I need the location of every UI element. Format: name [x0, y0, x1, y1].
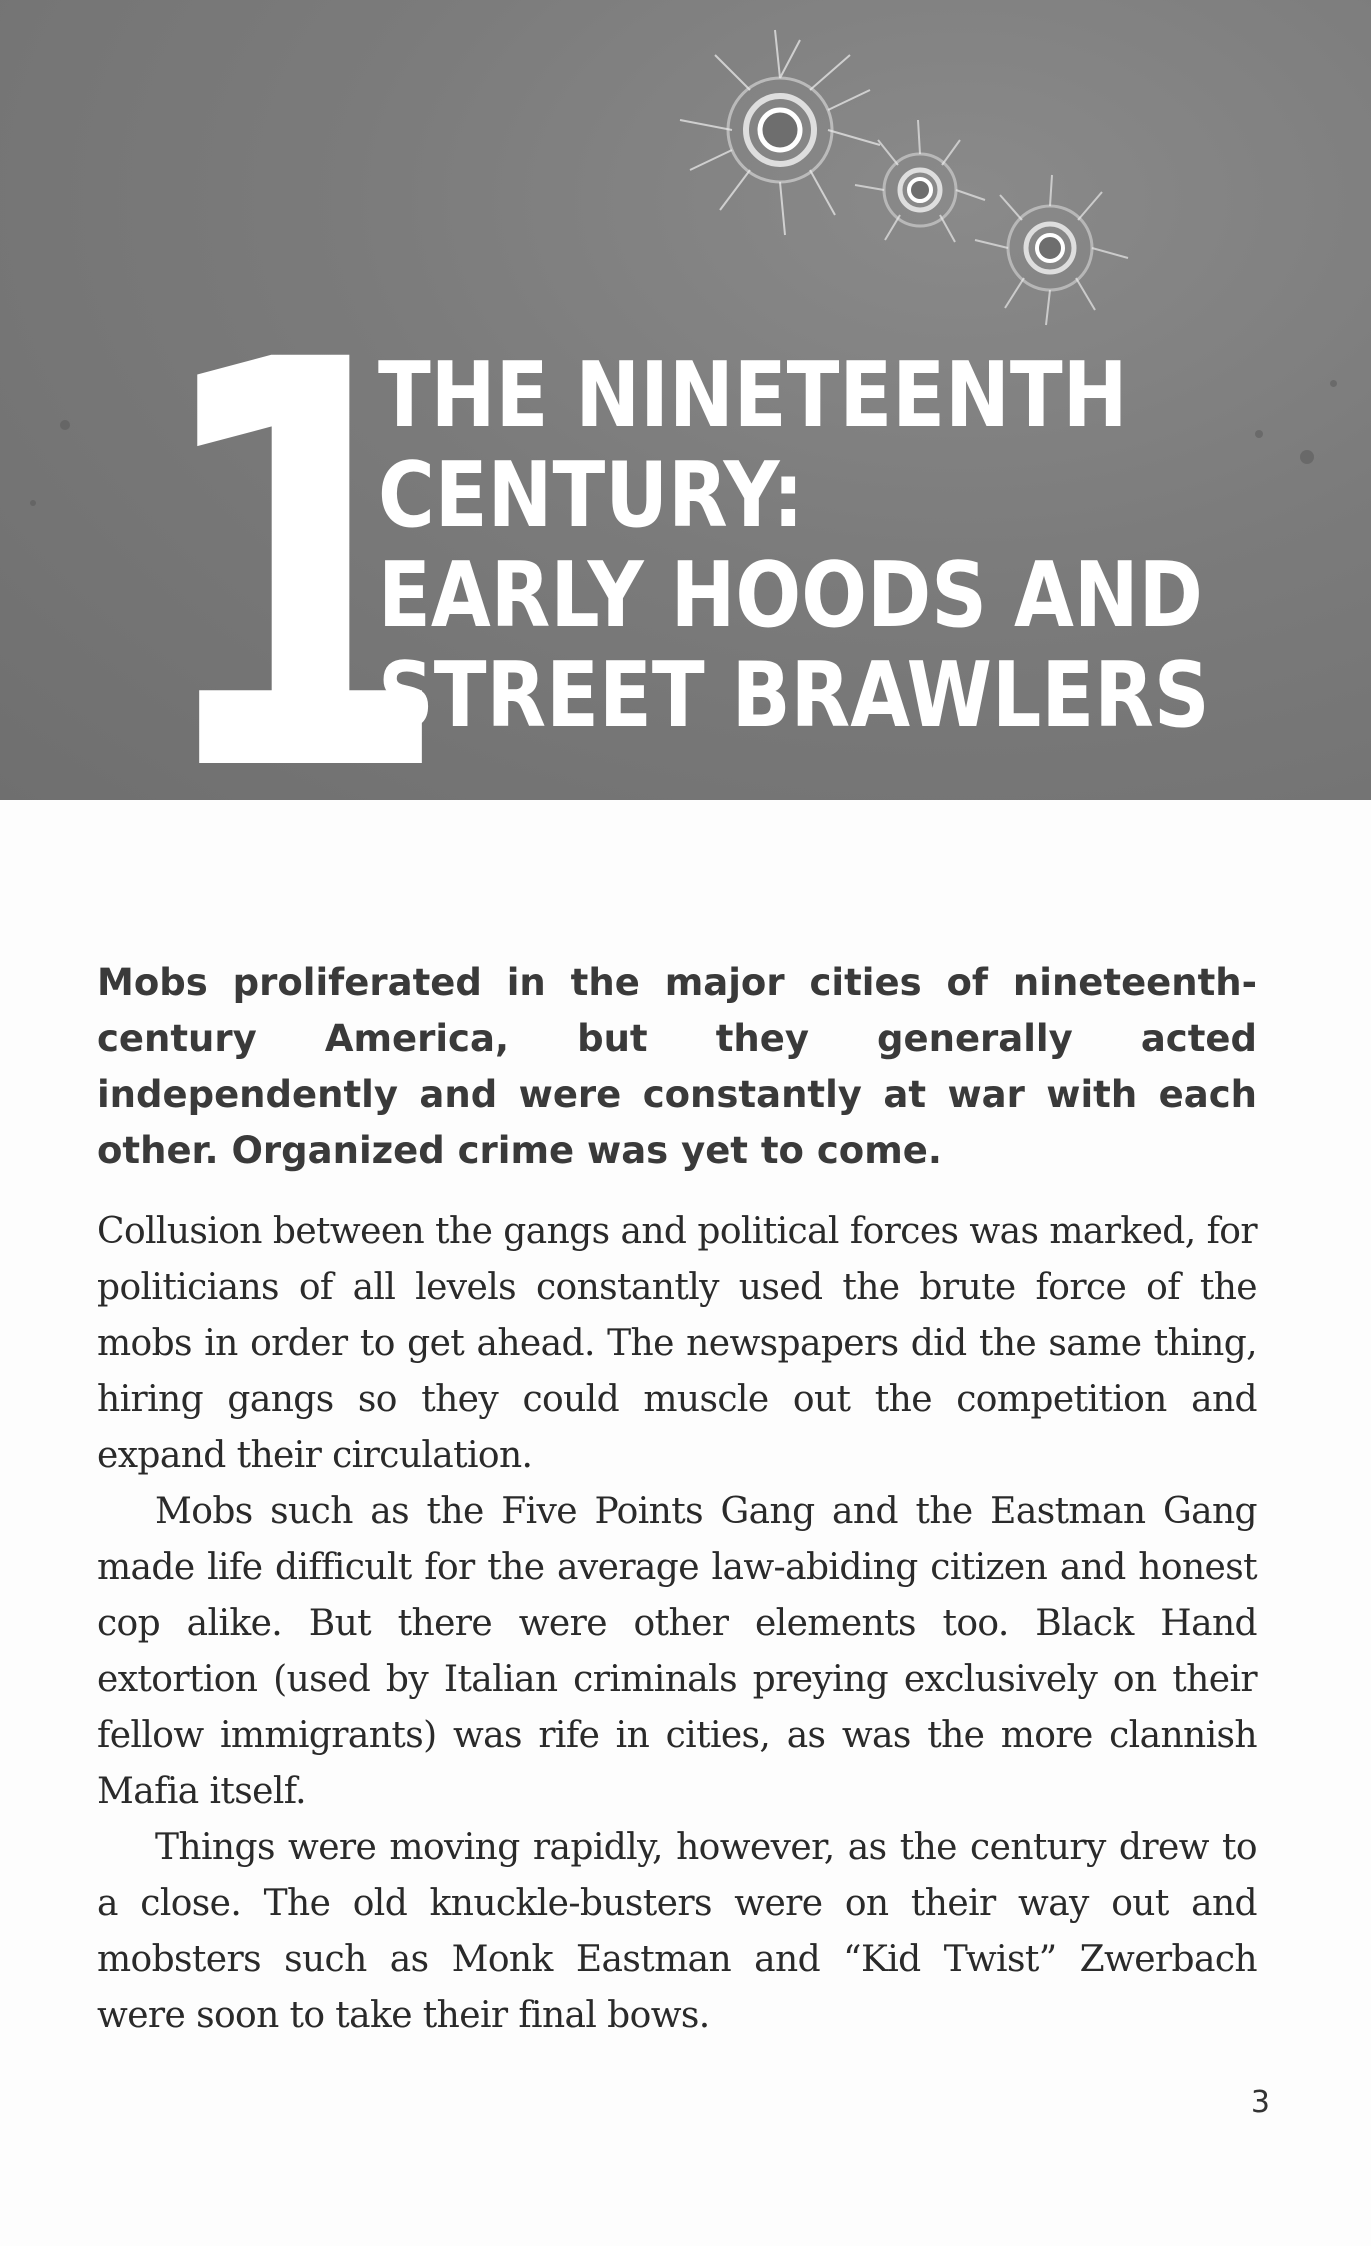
- body-text: [97, 1204, 1257, 2044]
- bullet-holes-graphic: [650, 10, 1170, 340]
- bullet-hole-icon: [975, 175, 1128, 325]
- chapter-title-line: STREET BRAWLERS: [378, 643, 1210, 748]
- page-number: 3: [1250, 2085, 1270, 2120]
- chapter-title-line: CENTURY:: [378, 443, 804, 548]
- bullet-hole-icon: [680, 30, 880, 235]
- chapter-title: [378, 343, 1210, 748]
- body-paragraph: Collusion between the gangs and political forces was marked, for politicians of all levels constantly used the brute force of the mobs in order to get ahead. The newspapers did the same thing, hiring gangs so they could muscle out the competition and expand their circulation.: [97, 1211, 1257, 1476]
- body-paragraph: Mobs such as the Five Points Gang and the Eastman Gang made life difficult for the average law-abiding citizen and honest cop alike. But there were other elements too. Black Hand extortion (used by Italian criminals preying exclusively on their fellow immigrants) was rife in cities, as was the more clannish Mafia itself.: [97, 1491, 1257, 1812]
- chapter-number: 1: [148, 244, 445, 896]
- bullet-hole-icon: [855, 120, 985, 242]
- chapter-header-band: [0, 0, 1371, 896]
- chapter-title-line: THE NINETEENTH: [378, 343, 1128, 448]
- intro-paragraph: Mobs proliferated in the major cities of nineteenth-century America, but they generally acted independently and were constantly at war with each other. Organized crime was yet to come.: [97, 961, 1257, 1172]
- chapter-title-line: EARLY HOODS AND: [378, 543, 1203, 648]
- body-paragraph: Things were moving rapidly, however, as the century drew to a close. The old knuckle-busters were on their way out and mobsters such as Monk Eastman and “Kid Twist” Zwerbach were soon to take their final bows.: [97, 1827, 1257, 2036]
